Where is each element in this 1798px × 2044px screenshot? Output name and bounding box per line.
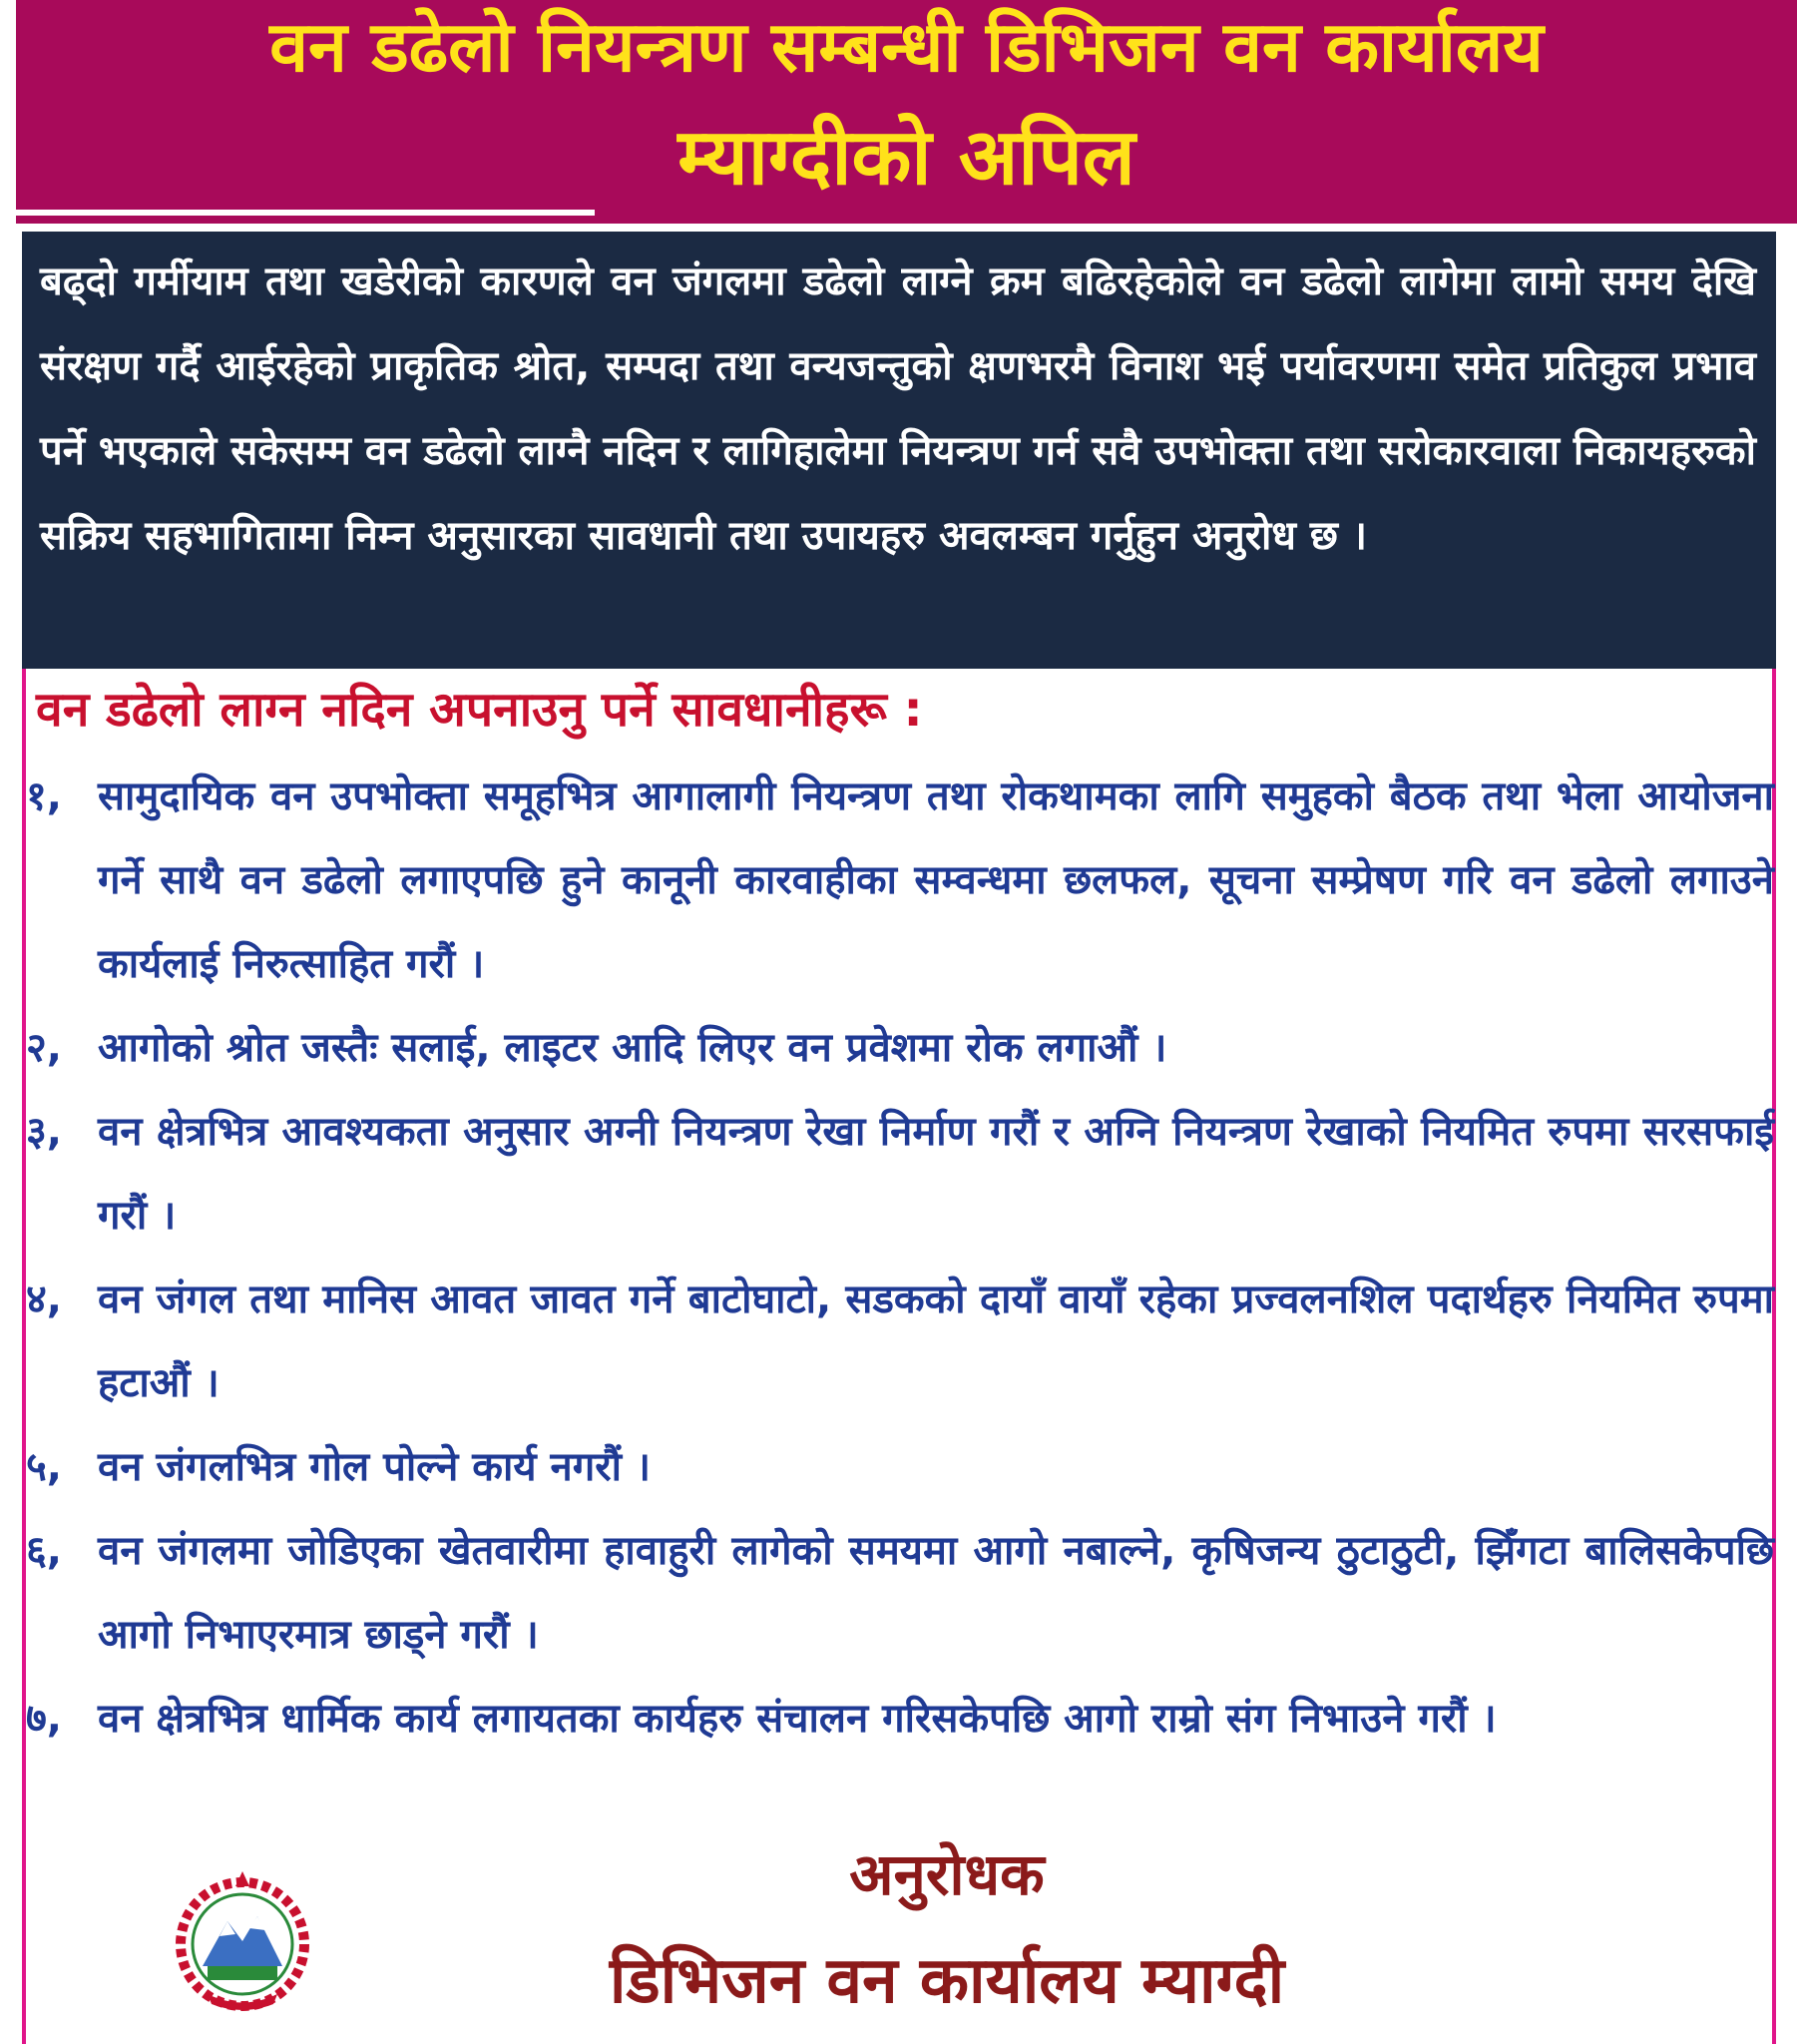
list-item [26,1090,1774,1258]
item-text: वन क्षेत्रभित्र आवश्यकता अनुसार अग्नी नियन्त्रण रेखा निर्माण गरौं र अग्नि नियन्त्रण रेखाको नियमित रुपमा सरसफाई गरौं । [98,1109,1774,1239]
item-text: वन जंगल तथा मानिस आवत जावत गर्ने बाटोघाटो, सडकको दायाँ वायाँ रहेका प्रज्वलनशिल पदार्थहरु नियमित रुपमा हटाऔं । [98,1277,1774,1406]
list-item [26,1006,1774,1090]
item-text: आगोको श्रोत जस्तैः सलाई, लाइटर आदि लिएर वन प्रवेशमा रोक लगाऔं । [98,1025,1167,1071]
item-text: वन जंगलमा जोडिएका खेतवारीमा हावाहुरी लागेको समयमा आगो नबाल्ने, कृषिजन्य ठुटाठुटी, झिँगटा बालिसकेपछि आगो निभाएरमात्र छाड्ने गरौं । [98,1528,1774,1658]
item-text: सामुदायिक वन उपभोक्ता समूहभित्र आगालागी नियन्त्रण तथा रोकथामका लागि समुहको बैठक तथा भेला आयोजना गर्ने साथै वन डढेलो लगाएपछि हुने कानूनी कारवाहीका सम्वन्धमा छलफल, सूचना सम्प्रेषण गरि वन डढेलो लगाउने कार्यलाई निरुत्साहित गरौं । [98,773,1774,987]
item-text: वन क्षेत्रभित्र धार्मिक कार्य लगायतका कार्यहरु संचालन गरिसकेपछि आगो राम्रो संग निभाउने गरौं । [98,1696,1497,1742]
list-item [26,1425,1774,1509]
header-banner [16,0,1797,224]
item-number: ३, [26,1109,62,1155]
item-text: वन जंगलभित्र गोल पोल्ने कार्य नगरौं । [98,1444,652,1490]
intro-paragraph: बढ्दो गर्मीयाम तथा खडेरीको कारणले वन जंगलमा डढेलो लाग्ने क्रम बढिरहेकोले वन डढेलो लागेमा लामो समय देखि संरक्षण गर्दै आईरहेको प्राकृतिक श्रोत, सम्पदा तथा वन्यजन्तुको क्षणभरमै विनाश भई पर्यावरणमा समेत प्रतिकुल प्रभाव पर्ने भएकाले सकेसम्म वन डढेलो लाग्नै नदिन र लागिहालेमा नियन्त्रण गर्न सवै उपभोक्ता तथा सरोकारवाला निकायहरुको सक्रिय सहभागितामा निम्न अनुसारका सावधानी तथा उपायहरु अवलम्बन गर्नुहुन अनुरोध छ । [40,258,1756,559]
intro-box [22,232,1776,669]
item-number: २, [26,1025,62,1071]
list-item [26,755,1774,1006]
requester-label: अनुरोधक [849,1840,1045,1908]
office-name: डिभिजन वन कार्यालय म्याग्दी [609,1944,1285,2018]
list-item [26,1258,1774,1425]
page-title-line1: वन डढेलो नियन्त्रण सम्बन्धी डिभिजन वन कार्यालय [269,6,1544,88]
item-number: ५, [26,1444,62,1490]
header-white-strip [16,210,595,216]
page-title-line2: म्याग्दीको अपिल [677,113,1135,203]
list-item [26,1509,1774,1677]
precaution-list [26,755,1774,1761]
section-title: वन डढेलो लाग्न नदिन अपनाउनु पर्ने सावधानीहरू : [36,682,923,738]
item-number: ६, [26,1528,62,1574]
item-number: ४, [26,1277,62,1322]
item-number: ७, [26,1696,62,1742]
item-number: १, [26,773,62,819]
list-item [26,1677,1774,1761]
